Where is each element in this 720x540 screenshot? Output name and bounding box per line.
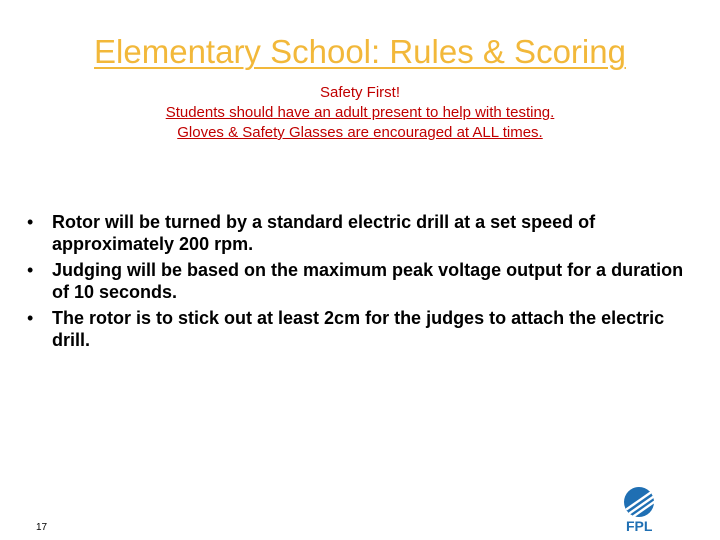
rules-list — [27, 211, 687, 355]
bullet-marker: • — [27, 308, 34, 328]
fpl-logo — [612, 485, 684, 535]
rule-item — [27, 259, 687, 303]
fpl-logo-text: FPL — [626, 518, 653, 534]
safety-adult-line: Students should have an adult present to help with testing. — [165, 104, 555, 121]
safety-heading: Safety First! — [319, 84, 401, 101]
bullet-marker: • — [27, 260, 34, 280]
rule-text: Judging will be based on the maximum peak voltage output for a duration of 10 seconds. — [52, 260, 684, 302]
rule-text: Rotor will be turned by a standard electric drill at a set speed of approximately 200 rpm. — [52, 212, 596, 254]
rule-text: The rotor is to stick out at least 2cm for the judges to attach the electric drill. — [52, 308, 665, 350]
rule-item — [27, 307, 687, 351]
slide-number: 17 — [36, 522, 48, 533]
safety-note — [0, 83, 720, 143]
slide-title: Elementary School: Rules & Scoring — [94, 33, 626, 70]
rule-item — [27, 211, 687, 255]
safety-gloves-line: Gloves & Safety Glasses are encouraged at ALL times. — [177, 124, 543, 141]
bullet-marker: • — [27, 212, 34, 232]
